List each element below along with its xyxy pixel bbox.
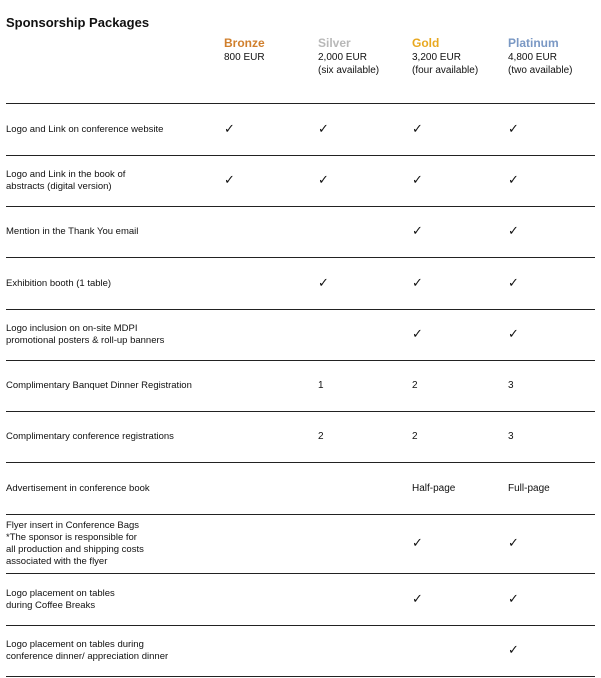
cell-value: 2 — [412, 431, 418, 442]
package-name: Platinum — [508, 36, 559, 50]
package-price: 4,800 EUR — [508, 52, 557, 63]
table-row — [6, 257, 595, 309]
check-icon: ✓ — [412, 224, 423, 239]
table-row — [6, 103, 595, 155]
check-icon: ✓ — [412, 327, 423, 342]
package-availability: (four available) — [412, 65, 479, 76]
row-label: Logo placement on tables during Coffee Breaks — [6, 587, 115, 611]
package-platinum — [508, 36, 572, 77]
cell-value: 3 — [508, 380, 514, 391]
package-bronze — [224, 36, 265, 64]
cell-value: 1 — [318, 380, 324, 391]
check-icon: ✓ — [412, 591, 423, 607]
check-icon: ✓ — [318, 275, 329, 291]
check-icon: ✓ — [412, 173, 423, 188]
cell-value: Half-page — [412, 482, 456, 494]
row-label: Mention in the Thank You email — [6, 226, 139, 237]
page-title: Sponsorship Packages — [6, 15, 150, 30]
package-name: Silver — [318, 36, 351, 50]
table-row — [6, 155, 595, 206]
cell-value: 2 — [412, 380, 418, 391]
check-icon: ✓ — [318, 121, 329, 137]
check-icon: ✓ — [508, 224, 519, 239]
table-row — [6, 360, 595, 411]
table-row — [6, 309, 595, 360]
check-icon: ✓ — [412, 121, 423, 137]
table-row — [6, 411, 595, 462]
row-label: Logo and Link in the book of abstracts (digital version) — [6, 169, 126, 192]
check-icon: ✓ — [318, 173, 329, 188]
package-silver — [318, 36, 379, 77]
check-icon: ✓ — [508, 327, 519, 342]
row-label: Logo inclusion on on-site MDPI promotional posters & roll-up banners — [6, 323, 165, 346]
row-label: Logo and Link on conference website — [6, 123, 164, 135]
package-price: 3,200 EUR — [412, 52, 461, 63]
table-row — [6, 462, 595, 514]
table-row — [6, 573, 595, 625]
package-availability: (six available) — [318, 65, 380, 76]
row-label: Complimentary conference registrations — [6, 431, 174, 442]
check-icon: ✓ — [412, 275, 423, 291]
check-icon: ✓ — [508, 643, 519, 658]
check-icon: ✓ — [508, 591, 519, 607]
package-availability: (two available) — [508, 65, 573, 76]
table-row — [6, 625, 595, 677]
row-label: Logo placement on tables during conference dinner/ appreciation dinner — [6, 639, 169, 662]
table-row — [6, 206, 595, 257]
check-icon: ✓ — [508, 536, 519, 551]
check-icon: ✓ — [508, 173, 519, 188]
package-name: Gold — [412, 36, 440, 50]
cell-value: 3 — [508, 431, 514, 442]
check-icon: ✓ — [224, 173, 235, 188]
package-price: 800 EUR — [224, 52, 265, 63]
row-label: Advertisement in conference book — [6, 482, 150, 494]
check-icon: ✓ — [508, 121, 519, 137]
check-icon: ✓ — [224, 121, 235, 137]
package-price: 2,000 EUR — [318, 52, 367, 63]
cell-value: 2 — [318, 431, 324, 442]
check-icon: ✓ — [508, 275, 519, 291]
sponsorship-table — [6, 103, 595, 677]
check-icon: ✓ — [412, 536, 423, 551]
package-gold — [412, 36, 478, 77]
table-row — [6, 514, 595, 573]
cell-value: Full-page — [508, 482, 550, 494]
row-label: Exhibition booth (1 table) — [6, 277, 112, 289]
row-label: Complimentary Banquet Dinner Registration — [6, 380, 192, 391]
package-name: Bronze — [224, 36, 265, 50]
row-label: Flyer insert in Conference Bags *The sponsor is responsible for all production and shipping costs associated with the flyer — [6, 520, 144, 567]
